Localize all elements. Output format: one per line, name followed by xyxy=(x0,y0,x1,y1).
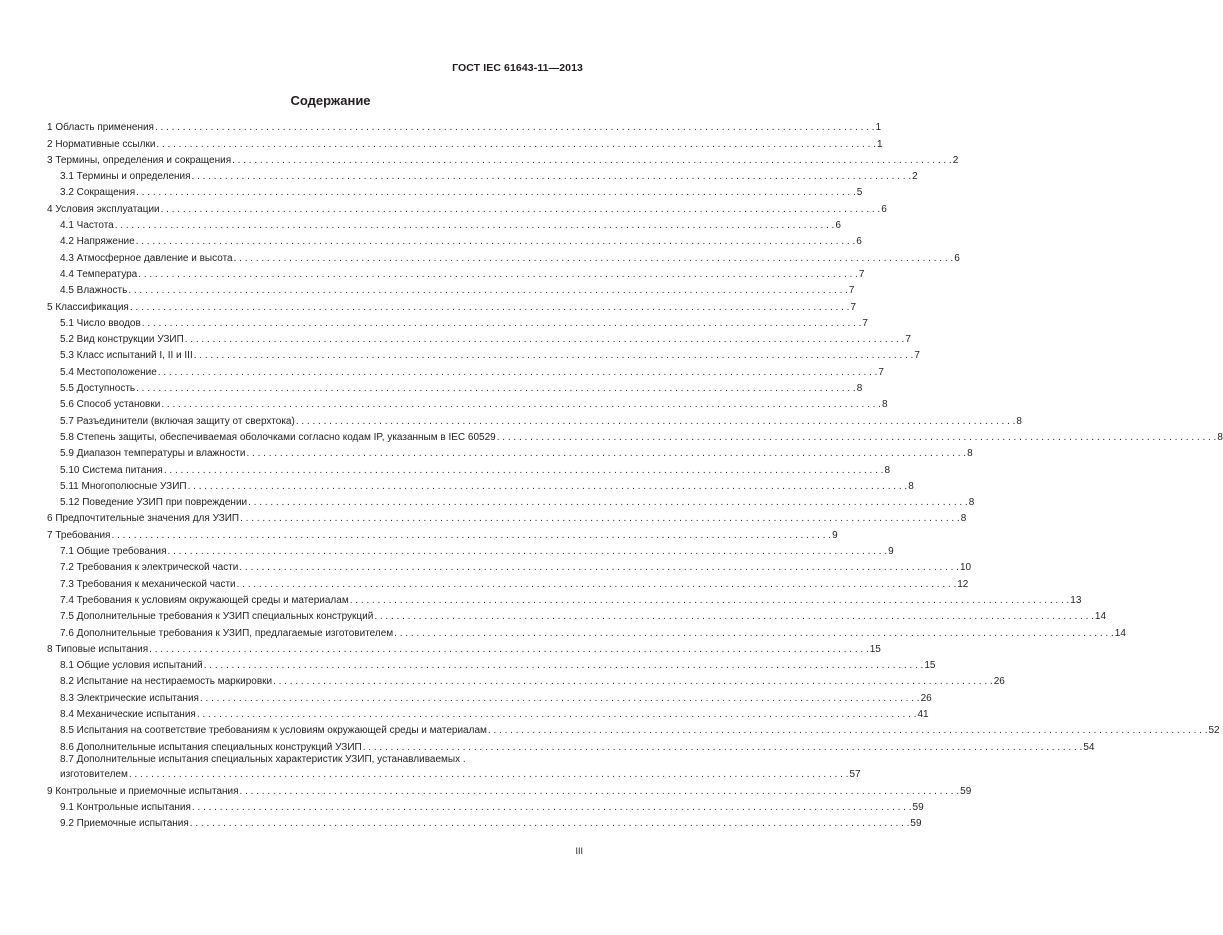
toc-entry-page: 8 xyxy=(1217,431,1223,443)
toc-entry[interactable] xyxy=(47,183,863,199)
toc-leader-dots xyxy=(128,285,848,297)
toc-entry[interactable] xyxy=(47,265,865,281)
toc-entry[interactable] xyxy=(47,151,959,167)
toc-entry[interactable] xyxy=(47,379,863,395)
toc-entry-label: 6 Предпочтительные значения для УЗИП xyxy=(47,513,240,525)
toc-leader-dots xyxy=(190,818,910,830)
toc-entry-label: 5.7 Разъединители (включая защиту от сверхтока) xyxy=(60,415,295,427)
toc-entry-label: 5.2 Вид конструкции УЗИП xyxy=(60,334,184,346)
toc-entry[interactable] xyxy=(47,232,862,248)
toc-entry[interactable] xyxy=(47,558,972,574)
toc-entry-page: 54 xyxy=(1083,741,1095,753)
toc-leader-dots xyxy=(130,302,850,314)
toc-leader-dots xyxy=(194,350,914,362)
page-number: III xyxy=(575,846,583,856)
toc-leader-dots xyxy=(192,802,912,814)
toc-entry-page: 6 xyxy=(835,220,841,232)
toc-entry-label: 5.9 Диапазон температуры и влажности xyxy=(60,448,246,460)
toc-entry-page: 5 xyxy=(856,187,863,199)
toc-entry-page: 8 xyxy=(1016,415,1022,427)
toc-entry[interactable] xyxy=(47,721,1220,737)
toc-entry-label: 7.6 Дополнительные требования к УЗИП, предлагаемые изготовителем xyxy=(60,627,394,639)
toc-leader-dots xyxy=(374,611,1094,623)
toc-leader-dots xyxy=(240,513,960,525)
toc-entry-page: 8 xyxy=(968,497,975,509)
toc-entry-page: 8 xyxy=(884,464,891,476)
toc-entry-label: 8 Типовые испытания xyxy=(47,643,149,655)
toc-entry-label: 8.2 Испытание на нестираемость маркировки xyxy=(60,676,273,688)
toc-entry-label: 7.4 Требования к условиям окружающей среды и материалам xyxy=(60,594,349,606)
toc-entry-label: 5.10 Система питания xyxy=(60,464,163,476)
toc-leader-dots xyxy=(192,171,912,183)
toc-entry-page: 57 xyxy=(849,768,861,780)
toc-entry-label-continued: изготовителем xyxy=(60,768,128,780)
toc-leader-dots xyxy=(115,220,835,232)
toc-entry[interactable] xyxy=(47,705,929,721)
toc-entry-label: 3.2 Сокращения xyxy=(60,187,136,199)
toc-entry-label: 5.6 Способ установки xyxy=(60,399,161,411)
toc-entry[interactable] xyxy=(47,640,881,656)
toc-leader-dots xyxy=(350,595,1070,607)
toc-entry-label: 8.4 Механические испытания xyxy=(60,708,196,720)
toc-entry-label: 9.2 Приемочные испытания xyxy=(60,818,189,830)
toc-entry[interactable] xyxy=(47,297,857,313)
toc-entry-label: 7 Требования xyxy=(47,529,111,541)
toc-entry-label: 8.1 Общие условия испытаний xyxy=(60,660,203,672)
toc-entry-page: 2 xyxy=(912,171,918,183)
table-of-contents xyxy=(47,118,1223,830)
toc-entry-page: 8 xyxy=(967,448,973,460)
toc-entry-page: 9 xyxy=(888,546,894,558)
toc-leader-dots xyxy=(111,530,831,542)
toc-entry[interactable] xyxy=(47,314,868,330)
toc-entry[interactable] xyxy=(47,346,920,362)
toc-leader-dots xyxy=(248,497,968,509)
toc-entry[interactable] xyxy=(47,672,1005,688)
toc-entry-label: 2 Нормативные ссылки xyxy=(47,138,156,150)
toc-leader-dots xyxy=(197,709,917,721)
toc-leader-dots xyxy=(161,399,881,411)
standard-designation: ГОСТ IEC 61643-11—2013 xyxy=(452,62,583,74)
toc-leader-dots xyxy=(136,236,856,248)
toc-entry[interactable] xyxy=(47,607,1107,623)
toc-entry-label: 1 Область применения xyxy=(47,122,154,134)
toc-entry-label: 3 Термины, определения и сокращения xyxy=(47,154,232,166)
toc-entry-label: 9.1 Контрольные испытания xyxy=(60,802,191,814)
toc-entry-label: 3.1 Термины и определения xyxy=(60,171,191,183)
toc-entry-label: 9 Контрольные и приемочные испытания xyxy=(47,785,239,797)
toc-leader-dots xyxy=(161,204,881,216)
toc-entry[interactable] xyxy=(47,493,975,509)
toc-leader-dots xyxy=(168,546,888,558)
toc-leader-dots xyxy=(164,465,884,477)
toc-entry[interactable] xyxy=(47,814,922,830)
toc-entry-page: 7 xyxy=(914,350,920,362)
toc-entry[interactable] xyxy=(47,656,936,672)
toc-entry[interactable] xyxy=(47,428,1223,444)
toc-entry-label: 8.5 Испытания на соответствие требованиям к условиям окружающей среды и материалам xyxy=(60,725,487,737)
toc-entry-page: 15 xyxy=(869,643,881,655)
toc-leader-dots xyxy=(138,269,858,281)
toc-entry-page: 1 xyxy=(877,138,883,150)
toc-entry-page: 7 xyxy=(905,334,911,346)
toc-entry[interactable] xyxy=(47,574,969,590)
toc-entry-label: 8.7 Дополнительные испытания специальных характеристик УЗИП, устанавливаемых . xyxy=(60,753,466,765)
toc-entry[interactable] xyxy=(47,542,894,558)
toc-entry-page: 7 xyxy=(848,285,855,297)
toc-entry-page: 8 xyxy=(960,513,967,525)
toc-entry-page: 8 xyxy=(856,383,863,395)
toc-entry-page: 59 xyxy=(960,785,972,797)
toc-leader-dots xyxy=(155,122,875,134)
toc-entry-label: 8.3 Электрические испытания xyxy=(60,692,199,704)
toc-entry-label: 4.1 Частота xyxy=(60,220,114,232)
toc-leader-dots xyxy=(234,253,954,265)
toc-entry-label: 5.3 Класс испытаний I, II и III xyxy=(60,350,193,362)
toc-entry-label: 5.5 Доступность xyxy=(60,383,136,395)
toc-entry-page: 12 xyxy=(957,578,969,590)
toc-entry[interactable] xyxy=(47,167,918,183)
toc-entry[interactable] xyxy=(47,798,924,814)
toc-entry-page: 8 xyxy=(908,480,914,492)
toc-entry-page: 7 xyxy=(850,301,857,313)
toc-leader-dots xyxy=(188,481,908,493)
toc-entry-page: 10 xyxy=(959,562,972,574)
toc-entry-label: 4 Условия эксплуатации xyxy=(47,203,160,215)
toc-leader-dots xyxy=(136,383,856,395)
toc-entry-page: 6 xyxy=(954,252,960,264)
toc-entry-label: 7.5 Дополнительные требования к УЗИП специальных конструкций xyxy=(60,611,374,623)
toc-entry[interactable] xyxy=(47,411,1022,427)
toc-leader-dots xyxy=(136,187,856,199)
toc-entry-label: 5 Классификация xyxy=(47,301,129,313)
toc-entry[interactable] xyxy=(47,591,1082,607)
toc-leader-dots xyxy=(363,742,1083,754)
toc-entry[interactable] xyxy=(47,134,883,150)
toc-leader-dots xyxy=(232,155,952,167)
toc-entry-page: 14 xyxy=(1094,611,1107,623)
toc-leader-dots xyxy=(394,628,1114,640)
toc-entry[interactable] xyxy=(47,281,855,297)
toc-entry-label: 5.8 Степень защиты, обеспечиваемая оболочками согласно кодам IP, указанным в IEC 60529 xyxy=(60,431,496,443)
toc-entry-page: 59 xyxy=(912,802,924,814)
toc-entry[interactable] xyxy=(47,477,914,493)
toc-entry[interactable] xyxy=(47,395,888,411)
toc-entry-page: 52 xyxy=(1208,725,1220,737)
toc-entry-page: 26 xyxy=(920,692,932,704)
toc-leader-dots xyxy=(488,725,1208,737)
toc-leader-dots xyxy=(142,318,862,330)
page-title: Содержание xyxy=(290,93,371,108)
toc-entry-page: 6 xyxy=(856,236,862,248)
toc-entry-label: 5.4 Местоположение xyxy=(60,366,157,378)
toc-entry[interactable] xyxy=(47,737,1095,753)
toc-leader-dots xyxy=(129,769,849,781)
toc-entry-label: 7.1 Общие требования xyxy=(60,546,167,558)
toc-entry[interactable] xyxy=(47,199,887,215)
toc-entry-page: 2 xyxy=(952,154,959,166)
toc-entry[interactable] xyxy=(47,688,932,704)
toc-leader-dots xyxy=(158,367,878,379)
toc-entry-label: 5.1 Число вводов xyxy=(60,317,141,329)
toc-entry-page: 7 xyxy=(878,366,884,378)
toc-entry[interactable] xyxy=(47,444,973,460)
toc-entry-page: 1 xyxy=(875,122,882,134)
toc-leader-dots xyxy=(273,676,993,688)
toc-leader-dots xyxy=(204,660,924,672)
toc-leader-dots xyxy=(237,579,957,591)
toc-entry-label: 4.3 Атмосферное давление и высота xyxy=(60,252,233,264)
toc-leader-dots xyxy=(497,432,1217,444)
toc-entry[interactable] xyxy=(47,782,972,798)
toc-entry-label: 5.11 Многополюсные УЗИП xyxy=(60,480,187,492)
toc-entry-label: 4.2 Напряжение xyxy=(60,236,135,248)
toc-entry-label: 4.4 Температура xyxy=(60,268,138,280)
toc-leader-dots xyxy=(149,644,869,656)
toc-entry-page: 26 xyxy=(993,676,1005,688)
toc-entry[interactable] xyxy=(47,623,1126,639)
toc-entry-label: 7.2 Требования к электрической части xyxy=(60,562,239,574)
toc-entry-label: 7.3 Требования к механической части xyxy=(60,578,236,590)
toc-entry-page: 8 xyxy=(881,399,888,411)
toc-entry[interactable] xyxy=(47,525,838,541)
toc-entry-label: 8.6 Дополнительные испытания специальных конструкций УЗИП xyxy=(60,741,362,753)
toc-entry-page: 7 xyxy=(862,317,868,329)
toc-leader-dots xyxy=(240,786,960,798)
toc-entry[interactable] xyxy=(47,118,882,134)
toc-leader-dots xyxy=(296,416,1016,428)
toc-entry-page: 6 xyxy=(881,203,887,215)
toc-entry[interactable] xyxy=(47,753,861,782)
toc-entry[interactable] xyxy=(47,216,841,232)
toc-entry[interactable] xyxy=(47,248,960,264)
toc-entry[interactable] xyxy=(47,362,884,378)
toc-entry[interactable] xyxy=(47,460,891,476)
toc-leader-dots xyxy=(239,562,959,574)
toc-leader-dots xyxy=(246,448,966,460)
toc-entry-label: 5.12 Поведение УЗИП при повреждении xyxy=(60,497,248,509)
toc-entry-page: 15 xyxy=(924,660,936,672)
toc-leader-dots xyxy=(156,139,876,151)
toc-entry-page: 13 xyxy=(1070,594,1082,606)
toc-entry-label: 4.5 Влажность xyxy=(60,285,128,297)
toc-entry[interactable] xyxy=(47,330,911,346)
toc-leader-dots xyxy=(200,693,920,705)
toc-entry-page: 59 xyxy=(910,818,922,830)
toc-entry-page: 9 xyxy=(832,529,838,541)
toc-entry-page: 7 xyxy=(858,268,865,280)
toc-entry[interactable] xyxy=(47,509,967,525)
toc-entry-page: 14 xyxy=(1114,627,1126,639)
toc-entry-page: 41 xyxy=(917,708,929,720)
toc-leader-dots xyxy=(185,334,905,346)
